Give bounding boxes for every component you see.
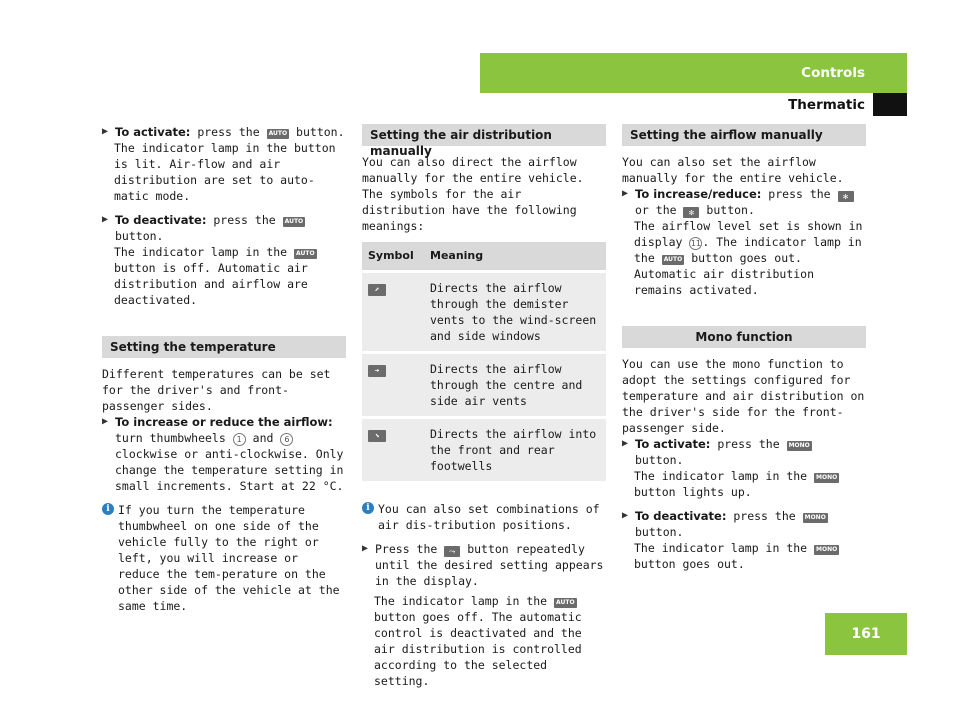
- page-number: 161: [825, 613, 907, 655]
- info-icon: i: [102, 503, 114, 515]
- deactivate-desc: The indicator lamp in the AUTO button is off. Automatic air distribution and airflow are deactivated.: [114, 245, 315, 307]
- deactivate-step: ▶ To deactivate: press the AUTO button.: [102, 213, 304, 243]
- mono-heading: Mono function: [622, 326, 866, 348]
- airflow-desc: The airflow level set is shown in display 11. The indicator lamp in the AUTO button goes out. Automatic air distribution remains activated.: [634, 219, 863, 297]
- symbol-table: [362, 242, 606, 481]
- callout-6: 6: [280, 433, 293, 446]
- section-tab: [480, 53, 907, 93]
- table-header-meaning: Meaning: [424, 242, 606, 272]
- auto-key-icon: AUTO: [268, 130, 288, 137]
- activate-desc: The indicator lamp in the button is lit. Air-flow and air distribution are set to auto-matic mode.: [114, 141, 336, 203]
- airflow-step: ▶ To increase/reduce: press the ✻ or the ✼ button.: [622, 186, 866, 218]
- auto-key-icon: AUTO: [296, 250, 315, 257]
- airflow-intro: You can also set the airflow manually for the entire vehicle.: [622, 155, 844, 185]
- airflow-heading: Setting the airflow manually: [622, 124, 866, 146]
- arrow-icon: ▶: [102, 126, 109, 137]
- mono-key-icon: MONO: [816, 546, 838, 553]
- mono-intro: You can use the mono function to adopt the settings configured for temperature and air distribution on the driver's side for the front-passenger side.: [622, 357, 865, 435]
- fan-increase-icon: ✻: [838, 191, 854, 202]
- air-distribution-intro2: The symbols for the air distribution have the following meanings:: [362, 187, 577, 233]
- mono-key-icon: MONO: [804, 514, 826, 521]
- distribution-desc: The indicator lamp in the AUTO button goes off. The automatic control is deactivated and the air distribution is controlled according to the selected setting.: [374, 594, 582, 688]
- page-title-bar: [480, 93, 907, 116]
- mono-activate-desc: The indicator lamp in the MONO button lights up.: [634, 469, 838, 499]
- column-1: [102, 124, 346, 614]
- column-3: [622, 124, 866, 572]
- auto-key-icon: AUTO: [284, 218, 304, 225]
- arrow-icon: ▶: [622, 438, 629, 449]
- mono-key-icon: MONO: [816, 474, 838, 481]
- temperature-intro: Different temperatures can be set for the driver's and front-passenger sides.: [102, 367, 331, 413]
- arrow-icon: ▶: [102, 214, 109, 225]
- temperature-info: i If you turn the temperature thumbwheel on one side of the vehicle fully to the right or left, you will increase or reduce the tem-perature on the other side of the vehicle at the same time.: [102, 502, 346, 614]
- table-row: ➔ Directs the airflow through the centre and side air vents: [362, 353, 606, 418]
- distribution-step: ▶ Press the ⤳ button repeatedly until the desired setting appears in the display.: [362, 542, 604, 588]
- table-row: ⬈ Directs the airflow through the demister vents to the wind-screen and side windows: [362, 272, 606, 353]
- temperature-heading: Setting the temperature: [102, 336, 346, 358]
- air-distribution-button-icon: ⤳: [444, 546, 460, 557]
- auto-key-icon: AUTO: [556, 599, 575, 606]
- arrow-icon: ▶: [622, 188, 629, 199]
- temperature-step: ▶ To increase or reduce the airflow: turn thumbwheels 1 and 6 clockwise or anti-clockwise. Only change the temperature setting in small increments. Start at 22 °C.: [102, 415, 344, 493]
- arrow-icon: ▶: [102, 416, 109, 427]
- windscreen-defrost-icon: ⬈: [368, 284, 386, 296]
- auto-key-icon: AUTO: [663, 256, 683, 263]
- table-header-symbol: Symbol: [362, 242, 424, 272]
- mono-activate-step: ▶ To activate: press the MONO button.: [622, 437, 810, 467]
- info-icon: i: [362, 502, 374, 514]
- callout-11: 11: [690, 239, 701, 248]
- column-2: [362, 124, 606, 689]
- title-marker: [873, 93, 907, 116]
- footwell-icon: ⬊: [368, 430, 386, 442]
- fan-decrease-icon: ✼: [683, 207, 699, 218]
- centre-vent-icon: ➔: [368, 365, 386, 377]
- table-row: ⬊ Directs the airflow into the front and rear footwells: [362, 418, 606, 482]
- air-distribution-intro1: You can also direct the airflow manually for the entire vehicle.: [362, 155, 584, 185]
- mono-key-icon: MONO: [788, 442, 810, 449]
- mono-deactivate-step: ▶ To deactivate: press the MONO button.: [622, 509, 826, 539]
- arrow-icon: ▶: [622, 510, 629, 521]
- page-title: Thermatic: [788, 96, 865, 113]
- activate-step: ▶ To activate: press the AUTO button.: [102, 125, 345, 139]
- combination-info: i You can also set combinations of air dis-tribution positions.: [362, 501, 606, 533]
- arrow-icon: ▶: [362, 543, 369, 554]
- callout-1: 1: [233, 433, 246, 446]
- section-label: Controls: [801, 65, 865, 81]
- air-distribution-heading: Setting the air distribution manually: [362, 124, 606, 146]
- mono-deactivate-desc: The indicator lamp in the MONO button goes out.: [634, 541, 838, 571]
